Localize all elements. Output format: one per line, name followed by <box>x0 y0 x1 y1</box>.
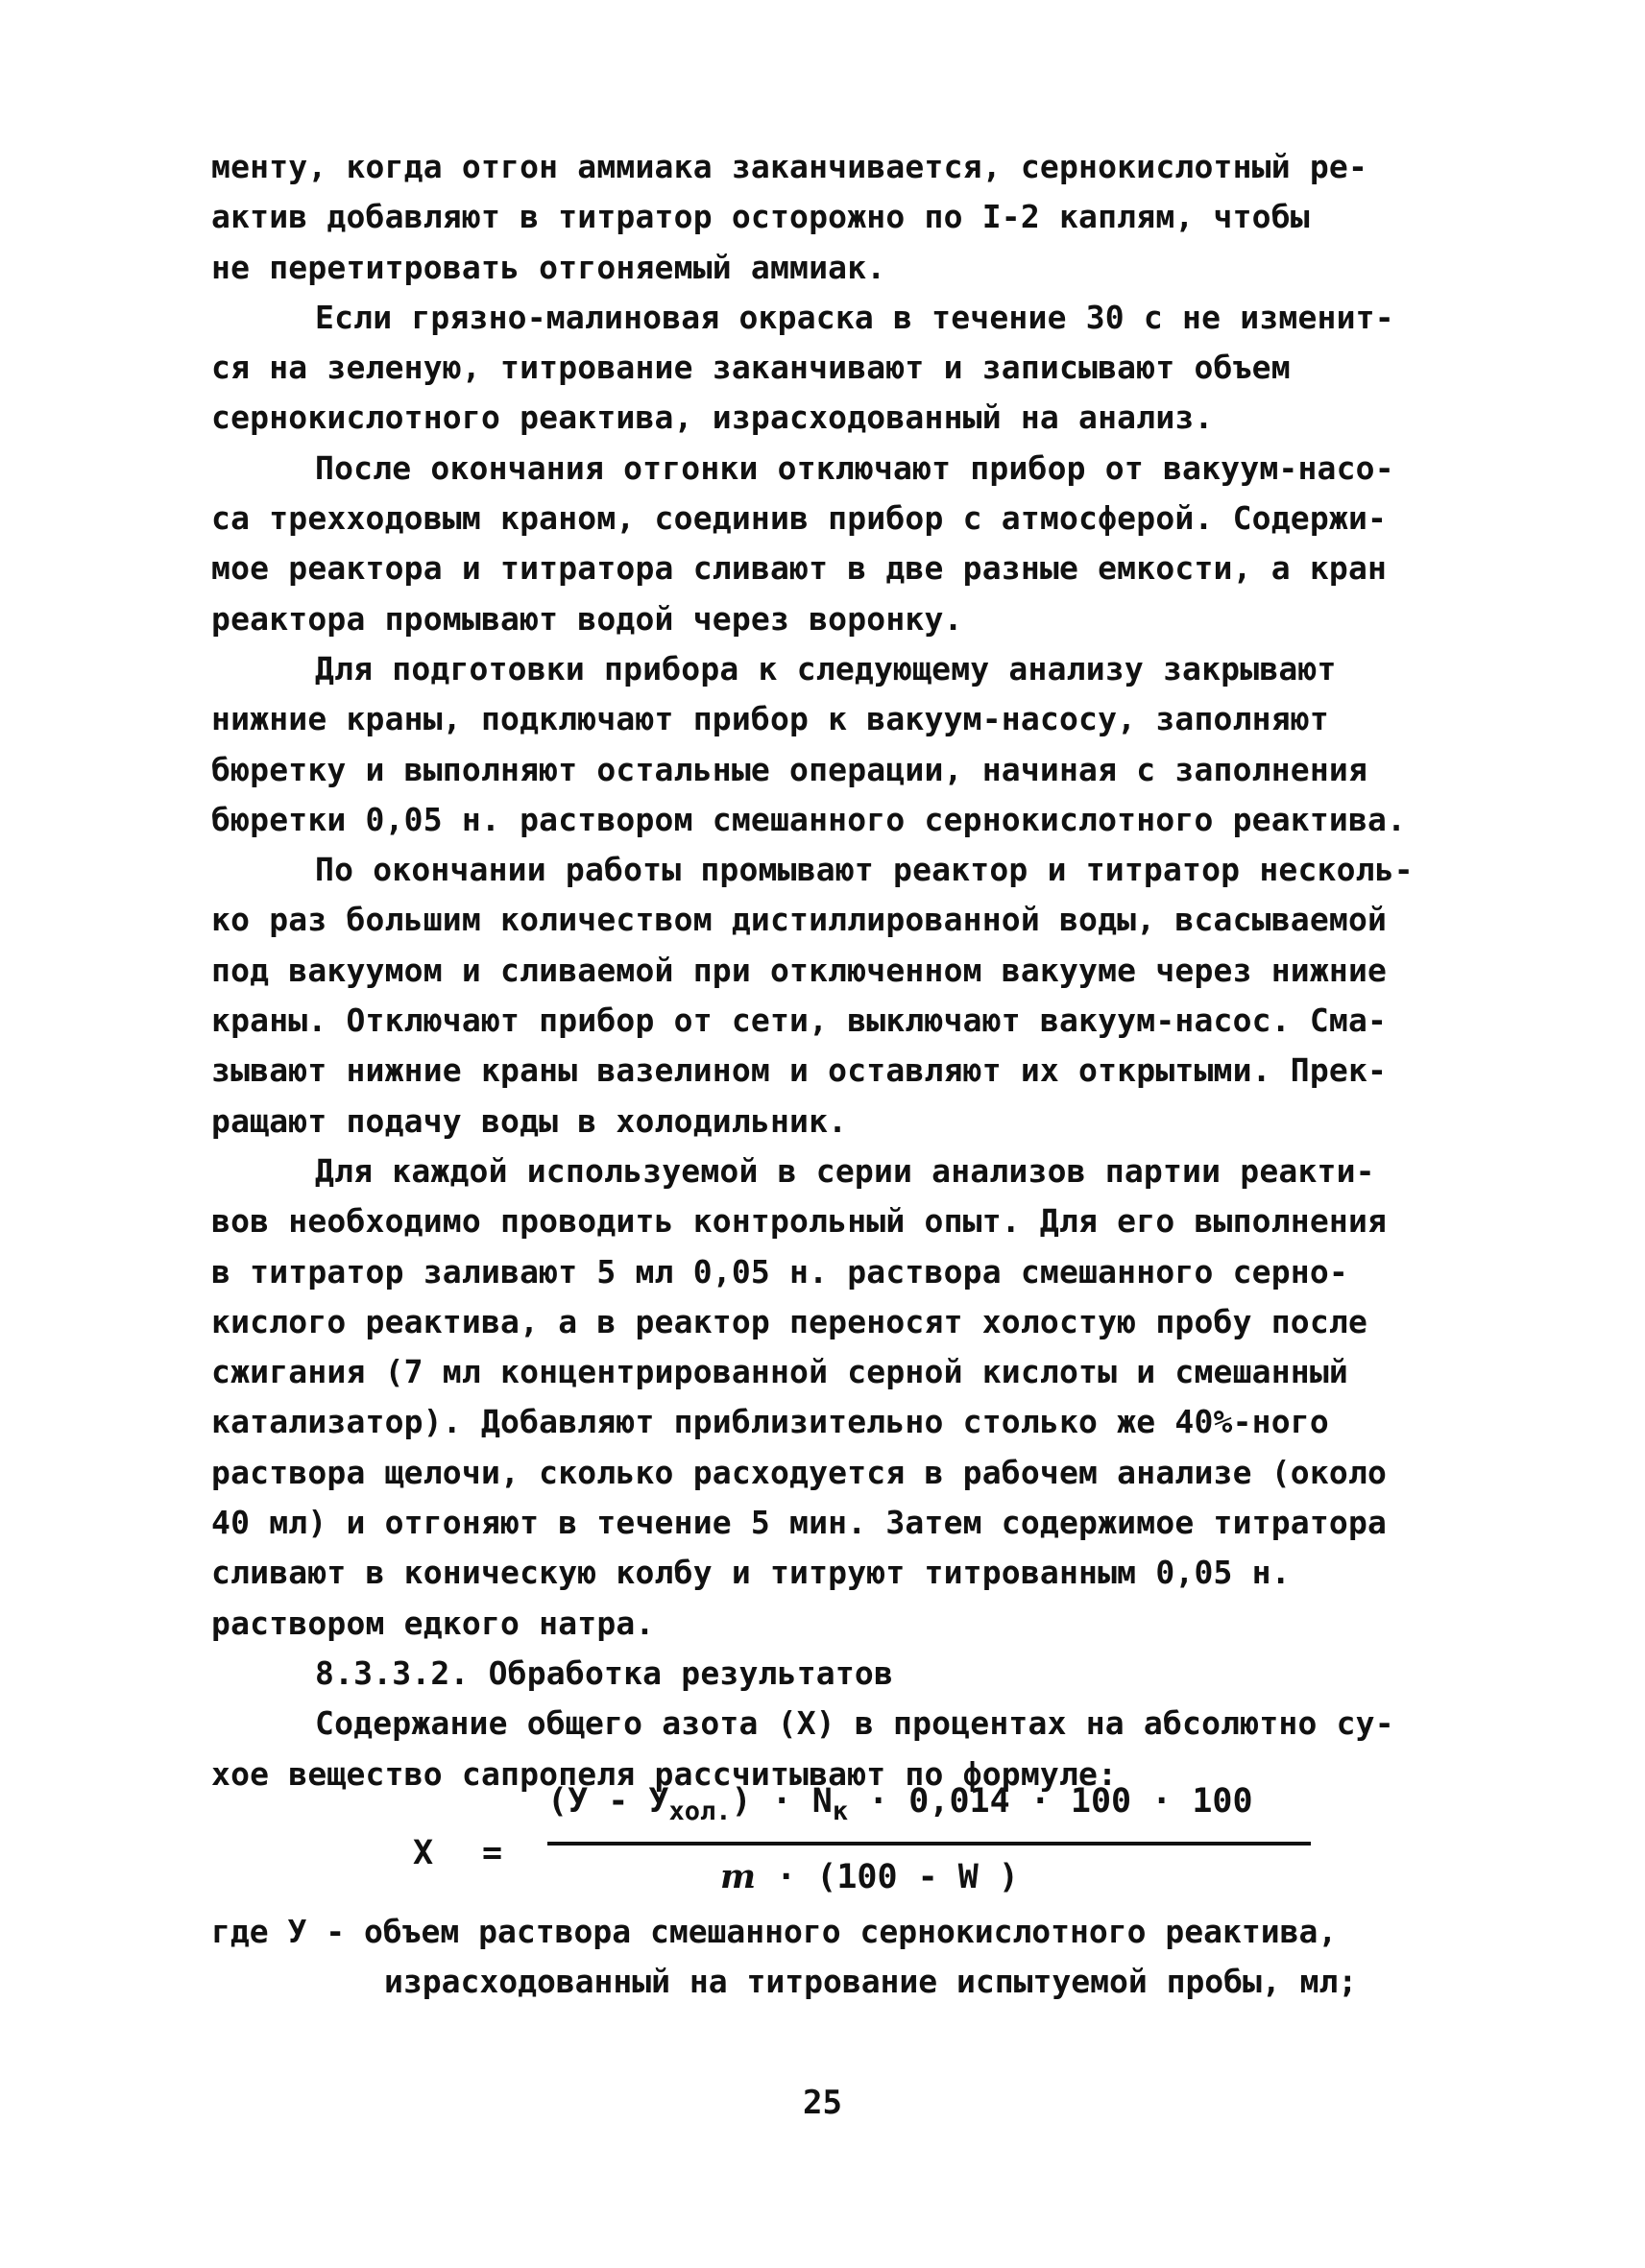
text-line: раствором едкого натра. <box>211 1604 655 1642</box>
legend-line: израсходованный на титрование испытуемой пробы, мл; <box>384 1963 1358 2001</box>
text-line: зывают нижние краны вазелином и оставляют их открытыми. Прек- <box>211 1051 1388 1090</box>
text-line: актив добавляют в титратор осторожно по I-2 каплям, чтобы <box>211 198 1310 236</box>
text-line: краны. Отключают прибор от сети, выключают вакуум-насос. Сма- <box>211 1001 1388 1040</box>
text-line: бюретку и выполняют остальные операции, начиная с заполнения <box>211 750 1368 788</box>
text-line: нижние краны, подключают прибор к вакуум-насосу, заполняют <box>211 700 1329 738</box>
text-line: Для подготовки прибора к следующему анализу закрывают <box>315 649 1337 688</box>
formula-legend <box>211 1907 1488 2008</box>
text-line: Для каждой используемой в серии анализов партии реакти- <box>315 1151 1375 1190</box>
text-line: мое реактора и титратора сливают в две разные емкости, а кран <box>211 549 1388 588</box>
page-number: 25 <box>803 2084 842 2122</box>
text-line: Если грязно-малиновая окраска в течение 30 с не изменит- <box>315 298 1394 336</box>
text-line: сливают в коническую колбу и титруют титрованным 0,05 н. <box>211 1554 1291 1592</box>
section-heading: 8.3.3.2. Обработка результатов <box>315 1653 894 1692</box>
text-line: бюретки 0,05 н. раствором смешанного сернокислотного реактива. <box>211 800 1407 838</box>
text-line: вов необходимо проводить контрольный опыт. Для его выполнения <box>211 1202 1388 1241</box>
text-line: кислого реактива, а в реактор переносят холостую пробу после <box>211 1302 1368 1340</box>
text-line: раствора щелочи, сколько расходуется в рабочем анализе (около <box>211 1453 1388 1491</box>
text-line: менту, когда отгон аммиака заканчивается, сернокислотный ре- <box>211 148 1368 185</box>
text-line: сернокислотного реактива, израсходованный на анализ. <box>211 398 1214 437</box>
text-line: са трехходовым краном, соединив прибор с атмосферой. Содержи- <box>211 499 1388 538</box>
text-line: катализатор). Добавляют приблизительно столько же 40%-ного <box>211 1403 1329 1441</box>
text-line: хое вещество сапропеля рассчитывают по формуле: <box>211 1754 1118 1793</box>
text-line: не перетитровать отгоняемый аммиак. <box>211 248 886 286</box>
fraction-bar <box>547 1842 1311 1846</box>
formula-numerator: $(У - У_{хол.}) \cdot N_к \cdot 0,014 \cdot 100 \cdot 100$ <box>547 1782 1253 1826</box>
nitrogen-formula <box>413 1767 1316 1911</box>
legend-line: где У - объем раствора смешанного сернокислотного реактива, <box>211 1913 1338 1950</box>
formula-denominator: m · (100 - W ) <box>720 1857 1019 1896</box>
formula-equals: = <box>482 1834 503 1872</box>
text-line: в титратор заливают 5 мл 0,05 н. раствора смешанного серно- <box>211 1252 1348 1291</box>
text-line: ко раз большим количеством дистиллированной воды, всасываемой <box>211 901 1388 939</box>
text-line: ращают подачу воды в холодильник. <box>211 1101 848 1140</box>
text-line: 40 мл) и отгоняют в течение 5 мин. Затем содержимое титратора <box>211 1504 1388 1542</box>
text-line: ся на зеленую, титрование заканчивают и записывают объем <box>211 349 1291 387</box>
body-text <box>211 142 1488 1799</box>
text-line: сжигания (7 мл концентрированной серной кислоты и смешанный <box>211 1353 1348 1391</box>
text-line: После окончания отгонки отключают прибор от вакуум-насо- <box>315 448 1394 487</box>
text-line: По окончании работы промывают реактор и титратор несколь- <box>315 851 1414 889</box>
text-line: под вакуумом и сливаемой при отключенном вакууме через нижние <box>211 951 1388 989</box>
text-line: реактора промывают водой через воронку. <box>211 599 963 638</box>
formula-lhs: X <box>413 1834 434 1872</box>
text-line: Содержание общего азота (X) в процентах на абсолютно су- <box>315 1704 1394 1743</box>
